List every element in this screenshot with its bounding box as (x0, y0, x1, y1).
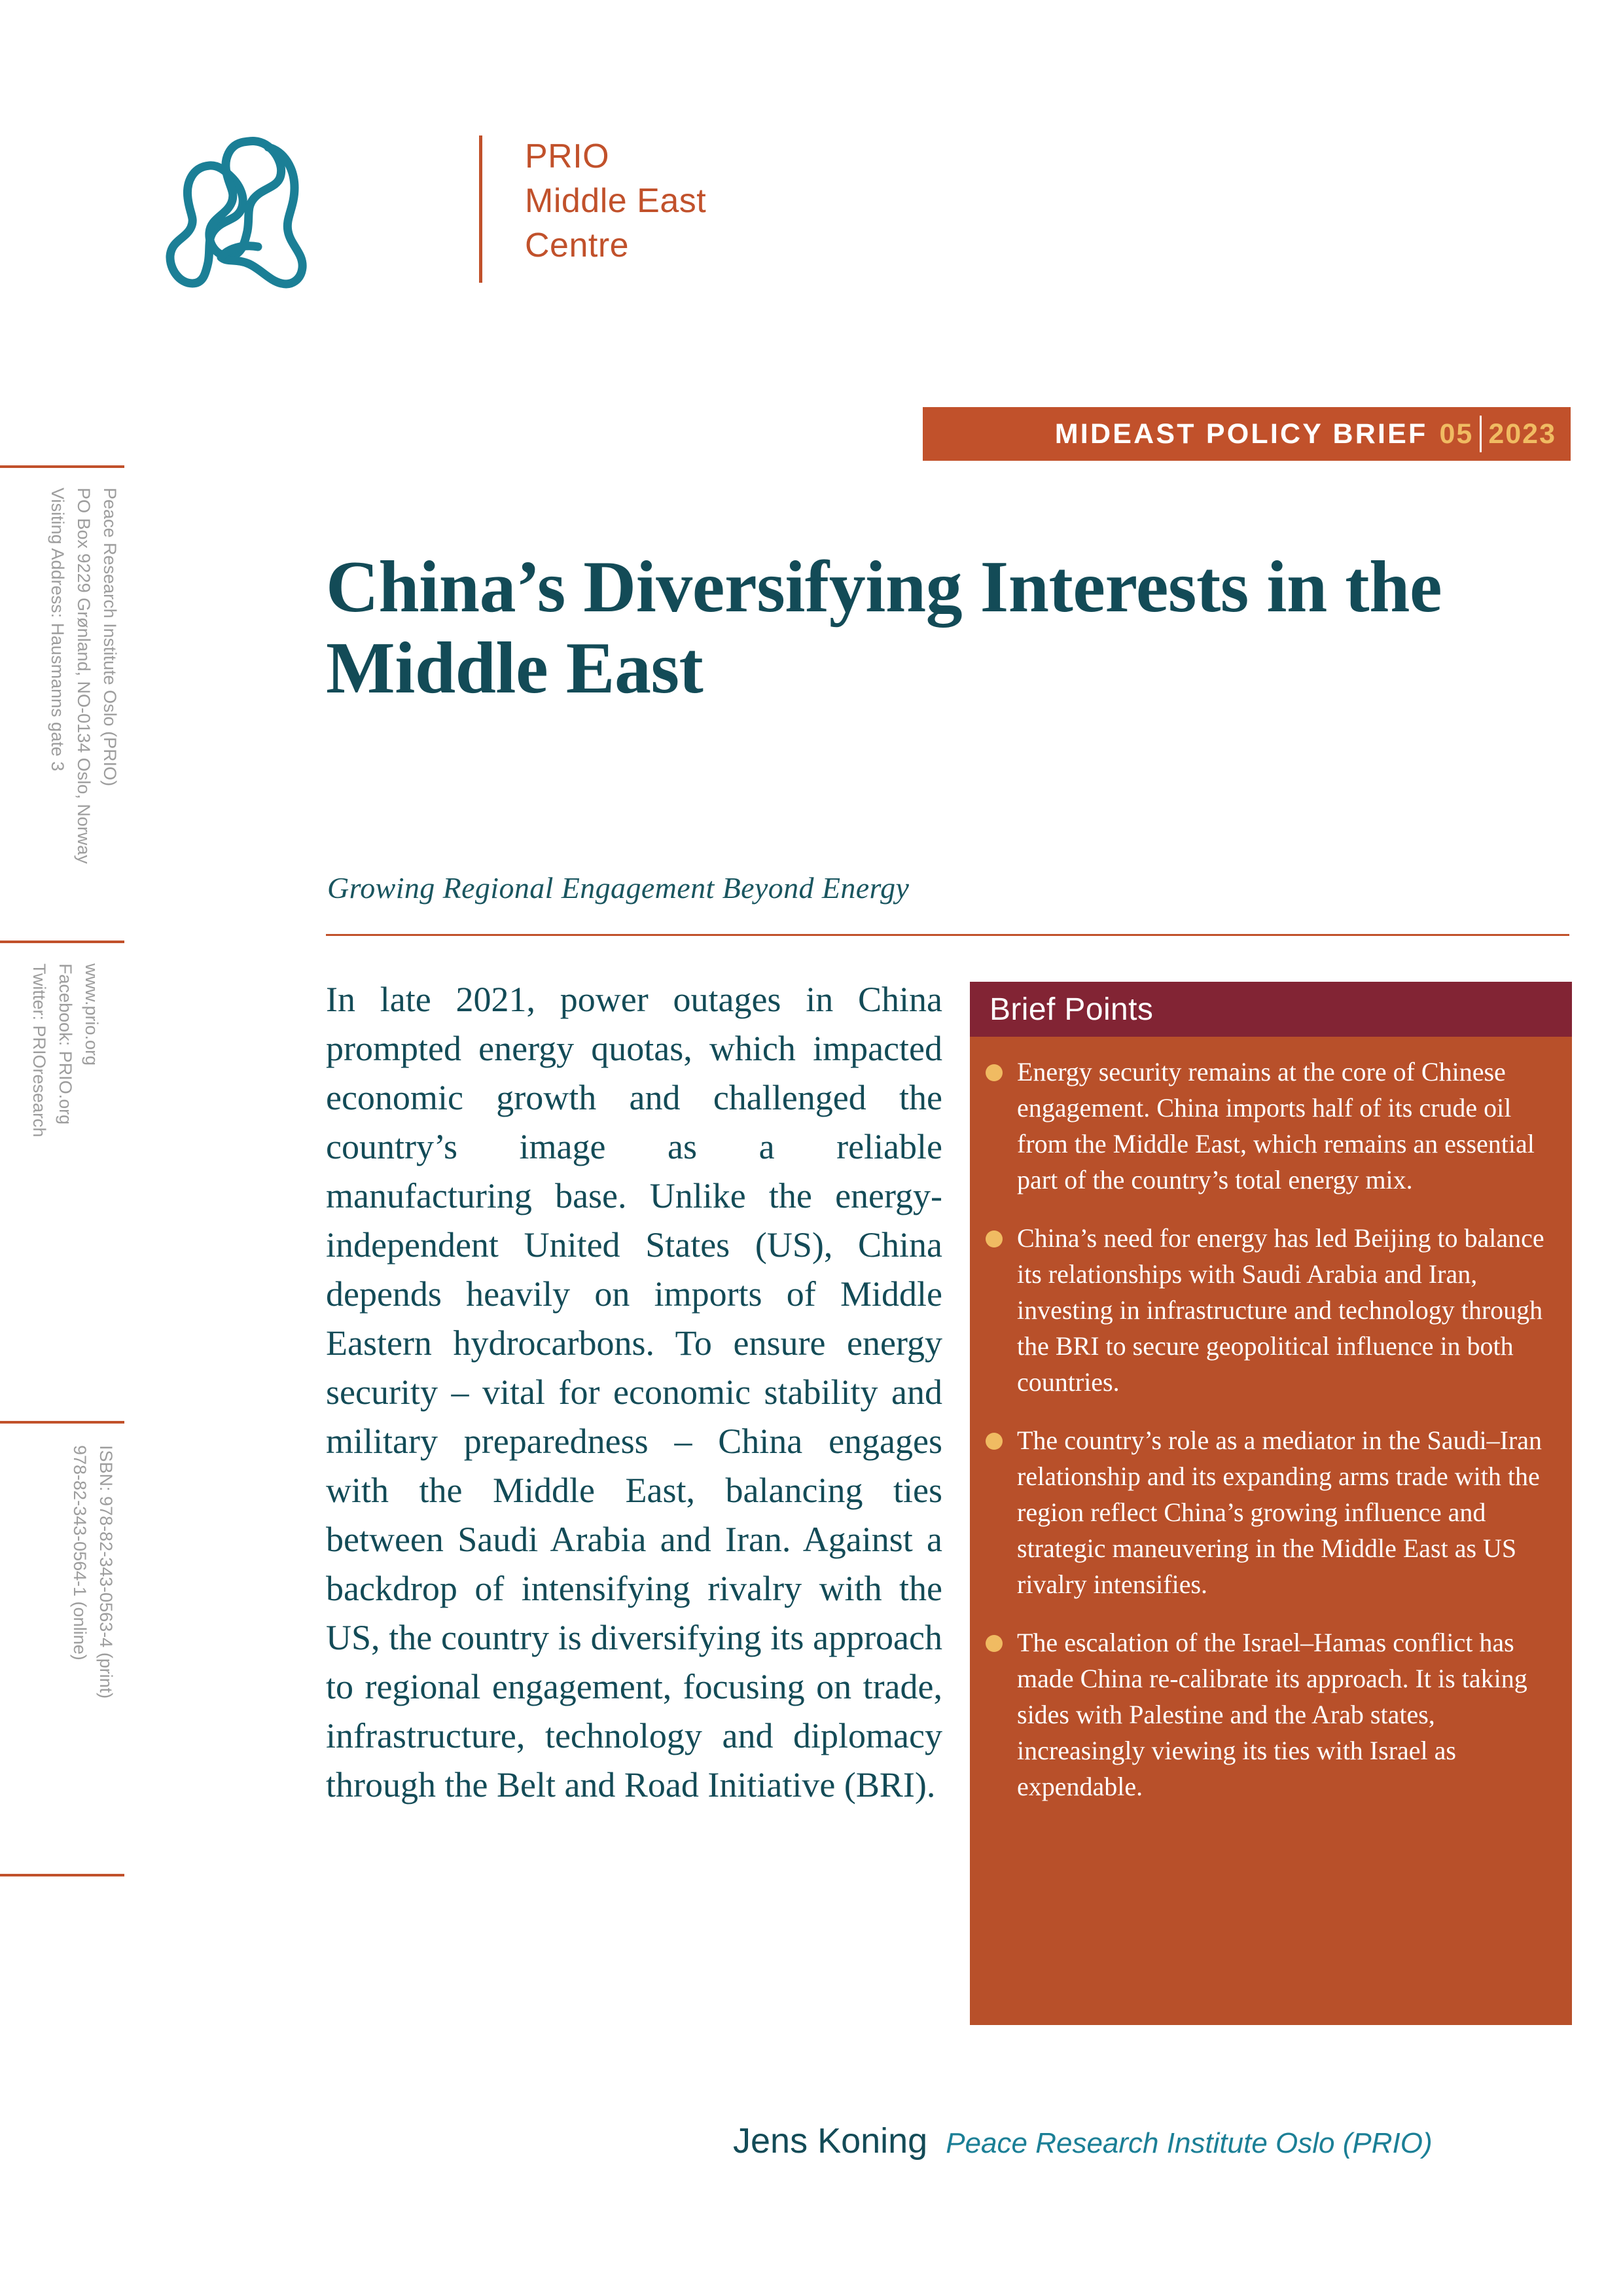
bullet-dot-icon (986, 1433, 1003, 1450)
sidebar-isbn-online: 978-82-343-0564-1 (online) (70, 1445, 90, 1660)
bullet-dot-icon (986, 1635, 1003, 1652)
list-item (986, 1054, 1550, 1198)
sidebar-isbn-print: ISBN: 978-82-343-0563-4 (print) (96, 1445, 116, 1699)
banner-issue-number: 05 (1439, 418, 1474, 450)
intro-paragraph: In late 2021, power outages in China prompted energy quotas, which impacted economic growth and challenged the country’s image as a reliable manufacturing base. Unlike the energy-independent United States (US), China depends heavily on imports of Middle Eastern hydrocarbons. To ensure energy security – vital for economic stability and military preparedness – China engages with the Middle East, balancing ties between Saudi Arabia and Iran. Against a backdrop of intensifying rivalry with the US, the country is diversifying its approach to regional engagement, focusing on trade, infrastructure, technology and diplomacy through the Belt and Road Initiative (BRI). (326, 980, 942, 1804)
list-item (986, 1220, 1550, 1400)
logo-line-1: PRIO (525, 137, 610, 175)
subtitle-divider-rule (326, 934, 1569, 936)
logo-divider-rule (479, 135, 482, 283)
author-affiliation: Peace Research Institute Oslo (PRIO) (946, 2127, 1433, 2159)
list-item (986, 1624, 1550, 1804)
brief-point-text: China’s need for energy has led Beijing to balance its relationships with Saudi Arabia and Iran, investing in infrastructure and technology through the BRI to secure geopolitical influence in both countries. (1017, 1223, 1544, 1397)
sidebar-facebook[interactable]: Facebook: PRIO.org (56, 963, 75, 1125)
banner-year: 2023 (1488, 418, 1556, 450)
policy-brief-banner (923, 407, 1571, 461)
brief-points-list (970, 1037, 1572, 2025)
bullet-dot-icon (986, 1230, 1003, 1247)
sidebar-rule-bottom (0, 1874, 124, 1876)
brief-points-header (970, 982, 1572, 1037)
banner-separator-rule (1480, 416, 1482, 452)
sidebar-isbn-block (67, 1445, 119, 1698)
brief-point-text: Energy security remains at the core of Chinese engagement. China imports half of its crude oil from the Middle East, which remains an essential part of the country’s total energy mix. (1017, 1057, 1535, 1194)
banner-title: MIDEAST POLICY BRIEF (1054, 418, 1428, 450)
author-byline (733, 2121, 1433, 2161)
sidebar-rule-top (0, 465, 124, 468)
page-subtitle: Growing Regional Engagement Beyond Energy (327, 871, 910, 905)
page-title: China’s Diversifying Interests in the Middle East (326, 547, 1442, 709)
brief-point-text: The escalation of the Israel–Hamas conflict has made China re-calibrate its approach. It is taking sides with Palestine and the Arab states, increasingly viewing its ties with Israel as expendable. (1017, 1628, 1527, 1801)
prio-logo (164, 128, 707, 298)
author-name: Jens Koning (733, 2121, 928, 2161)
sidebar-rule-second (0, 941, 124, 943)
sidebar-rule-third (0, 1421, 124, 1424)
prio-knot-logo-icon (164, 128, 334, 295)
logo-wordmark (525, 134, 706, 268)
brief-points-heading: Brief Points (990, 992, 1154, 1027)
sidebar-twitter[interactable]: Twitter: PRIOresearch (29, 963, 49, 1138)
sidebar-website[interactable]: www.prio.org (82, 963, 101, 1066)
sidebar-web-block (26, 963, 105, 1138)
sidebar-address-line-1: Peace Research Institute Oslo (PRIO) (100, 488, 120, 787)
logo-line-2: Middle East (525, 182, 707, 220)
list-item (986, 1422, 1550, 1602)
brief-points-box (970, 982, 1572, 2025)
sidebar-address-block (45, 488, 123, 864)
logo-line-3: Centre (525, 226, 630, 264)
bullet-dot-icon (986, 1064, 1003, 1081)
brief-point-text: The country’s role as a mediator in the Saudi–Iran relationship and its expanding arms trade with the region reflect China’s growing influence and strategic maneuvering in the Middle East as US rivalry intensifies. (1017, 1426, 1542, 1599)
sidebar-address-line-3: Visiting Address: Hausmanns gate 3 (48, 488, 67, 772)
sidebar-address-line-2: PO Box 9229 Grønland, NO-0134 Oslo, Norway (74, 488, 94, 864)
